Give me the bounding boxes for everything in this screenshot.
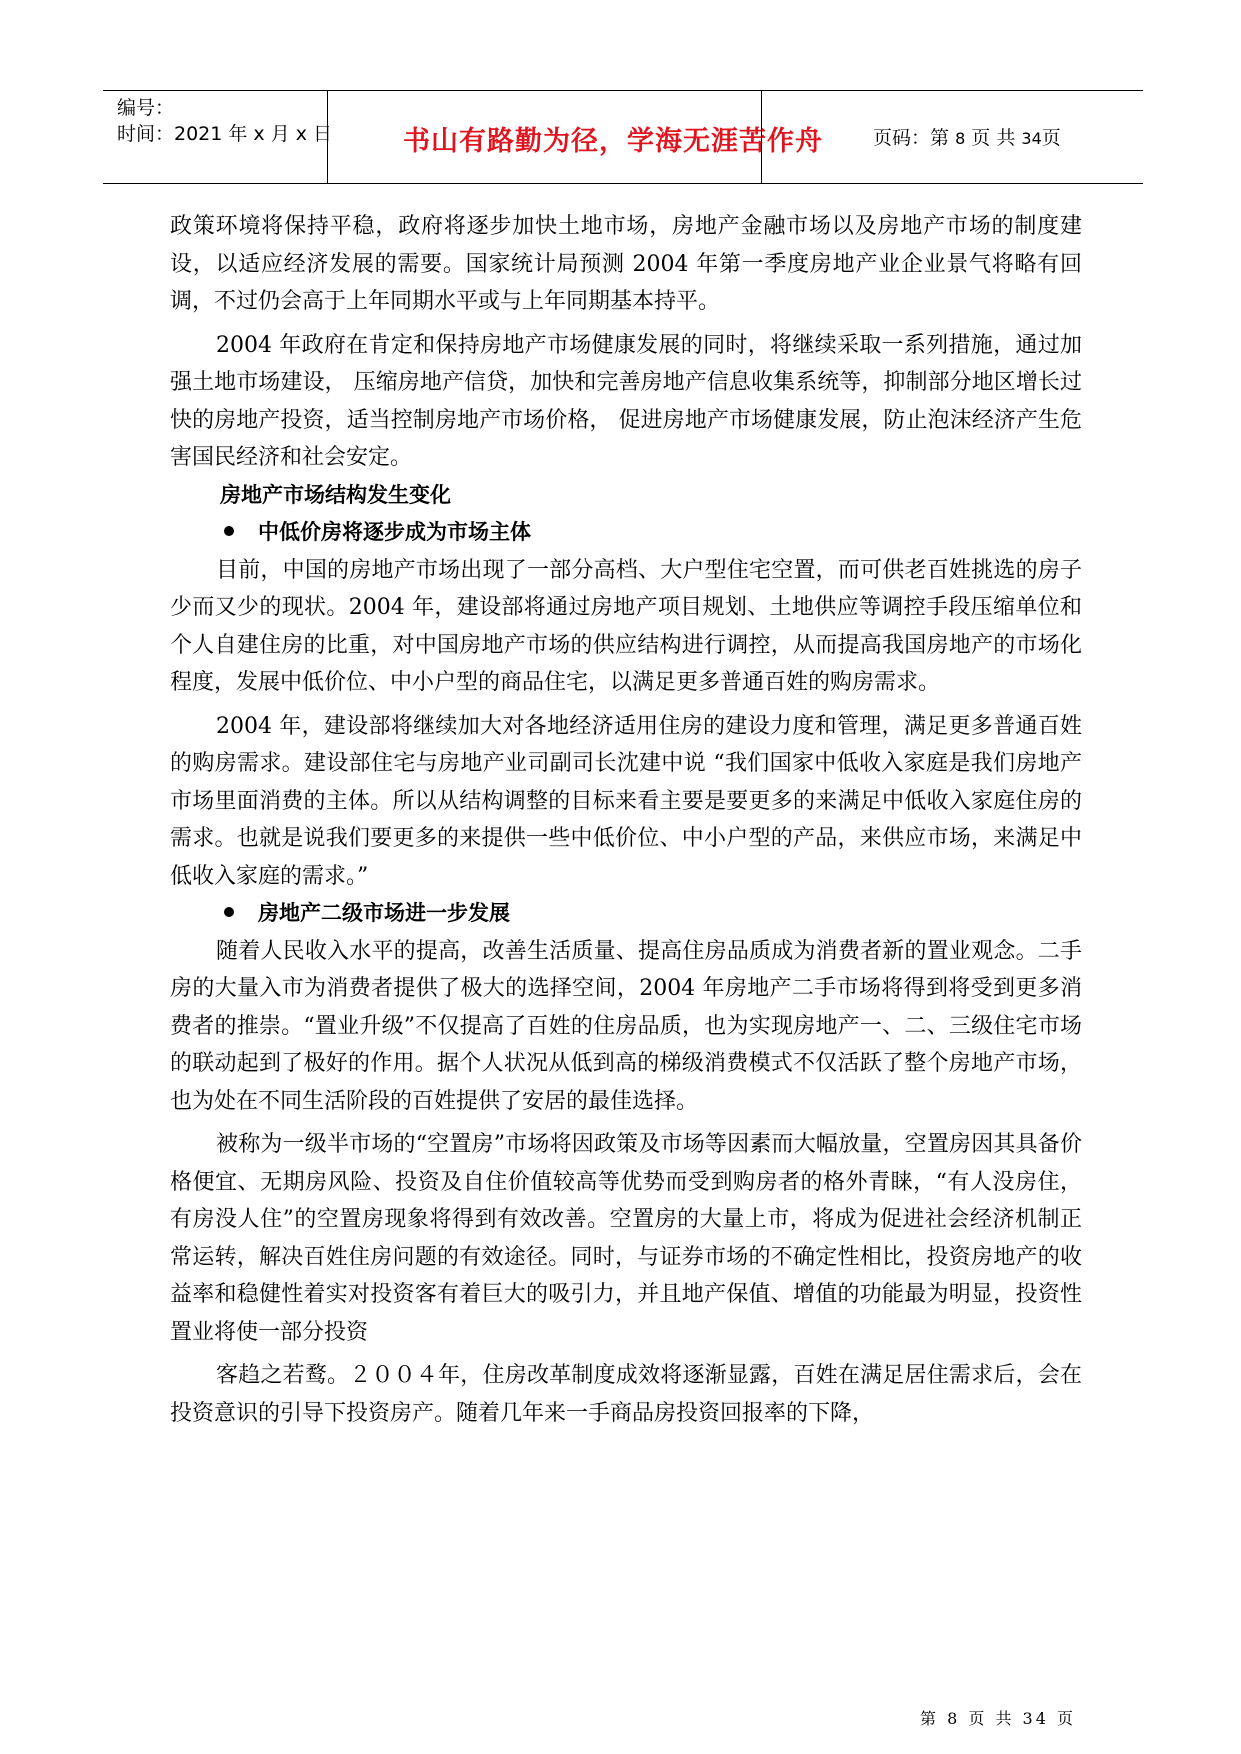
bullet-dot-icon xyxy=(224,907,234,917)
page-label-mid: 页 共 xyxy=(971,127,1016,149)
time-label: 时间：2021 年 x 月 x 日 xyxy=(117,123,333,145)
paragraph-3: 目前，中国的房地产市场出现了一部分高档、大户型住宅空置，而可供老百姓挑选的房子少而又少的现状。2004 年，建设部将通过房地产项目规划、土地供应等调控手段压缩单位和个人自建住房的比重，对中国房地产市场的供应结构进行调控，从而提高我国房地产的市场化程度，发展中低价位、中小户型的商品住宅，以满足更多普通百姓的购房需求。 xyxy=(170,557,1082,695)
page-label-suffix: 页 xyxy=(1041,127,1061,149)
page-total: 34 xyxy=(1021,129,1042,148)
bullet-dot-icon xyxy=(224,526,234,536)
page-label-prefix: 页码：第 xyxy=(873,127,950,149)
page-current: 8 xyxy=(955,129,966,148)
header-divider-left xyxy=(327,91,328,183)
number-label: 编号： xyxy=(117,97,175,119)
page-footer: 第 8 页 共 34 页 xyxy=(920,1709,1076,1728)
paragraph-4: 2004 年，建设部将继续加大对各地经济适用住房的建设力度和管理，满足更多普通百姓的购房需求。建设部住宅与房地产业司副司长沈建中说 “我们国家中低收入家庭是我们房地产市场里面消费的主体。所以从结构调整的目标来看主要是要更多的来满足中低收入家庭住房的需求。也就是说我们要更多的来提供一些中低价位、中小户型的产品，来供应市场，来满足中低收入家庭的需求。” xyxy=(170,713,1082,889)
header-divider-right xyxy=(761,91,762,183)
document-body xyxy=(170,208,1082,1432)
bullet-heading-1-text: 中低价房将逐步成为市场主体 xyxy=(258,520,531,544)
bullet-heading-2-text: 房地产二级市场进一步发展 xyxy=(258,901,510,925)
paragraph-5: 随着人民收入水平的提高，改善生活质量、提高住房品质成为消费者新的置业观念。二手房的大量入市为消费者提供了极大的选择空间，2004 年房地产二手市场将得到将受到更多消费者的推崇。“置业升级”不仅提高了百姓的住房品质，也为实现房地产一、二、三级住宅市场的联动起到了极好的作用。据个人状况从低到高的梯级消费模式不仅活跃了整个房地产市场，也为处在不同生活阶段的百姓提供了安居的最佳选择。 xyxy=(170,938,1082,1114)
paragraph-6: 被称为一级半市场的“空置房”市场将因政策及市场等因素而大幅放量，空置房因其具备价格便宜、无期房风险、投资及自住价值较高等优势而受到购房者的格外青睐，“有人没房住，有房没人住”的空置房现象将得到有效改善。空置房的大量上市，将成为促进社会经济机制正常运转，解决百姓住房问题的有效途径。同时，与证券市场的不确定性相比，投资房地产的收益率和稳健性着实对投资客有着巨大的吸引力，并且地产保值、增值的功能最为明显，投资性置业将使一部分投资 xyxy=(170,1132,1082,1345)
header-motto: 书山有路勤为径，学海无涯苦作舟 xyxy=(403,126,823,157)
header-meta xyxy=(117,95,367,147)
bullet-heading-2 xyxy=(170,895,1082,933)
section-heading: 房地产市场结构发生变化 xyxy=(220,482,451,507)
paragraph-1: 政策环境将保持平稳，政府将逐步加快土地市场，房地产金融市场以及房地产市场的制度建设，以适应经济发展的需要。国家统计局预测 2004 年第一季度房地产业企业景气将略有回调，不过仍会高于上年同期水平或与上年同期基本持平。 xyxy=(170,214,1082,314)
header-page-info xyxy=(873,123,1061,150)
paragraph-7: 客趋之若鹜。２００４年，住房改革制度成效将逐渐显露，百姓在满足居住需求后，会在投资意识的引导下投资房产。随着几年来一手商品房投资回报率的下降， xyxy=(170,1363,1082,1426)
page-header xyxy=(103,90,1143,184)
bullet-heading-1 xyxy=(170,514,1082,552)
paragraph-2: 2004 年政府在肯定和保持房地产市场健康发展的同时，将继续采取一系列措施，通过加强土地市场建设， 压缩房地产信贷，加快和完善房地产信息收集系统等，抑制部分地区增长过快的房地产投资，适当控制房地产市场价格， 促进房地产市场健康发展，防止泡沫经济产生危害国民经济和社会安定。 xyxy=(170,332,1082,470)
